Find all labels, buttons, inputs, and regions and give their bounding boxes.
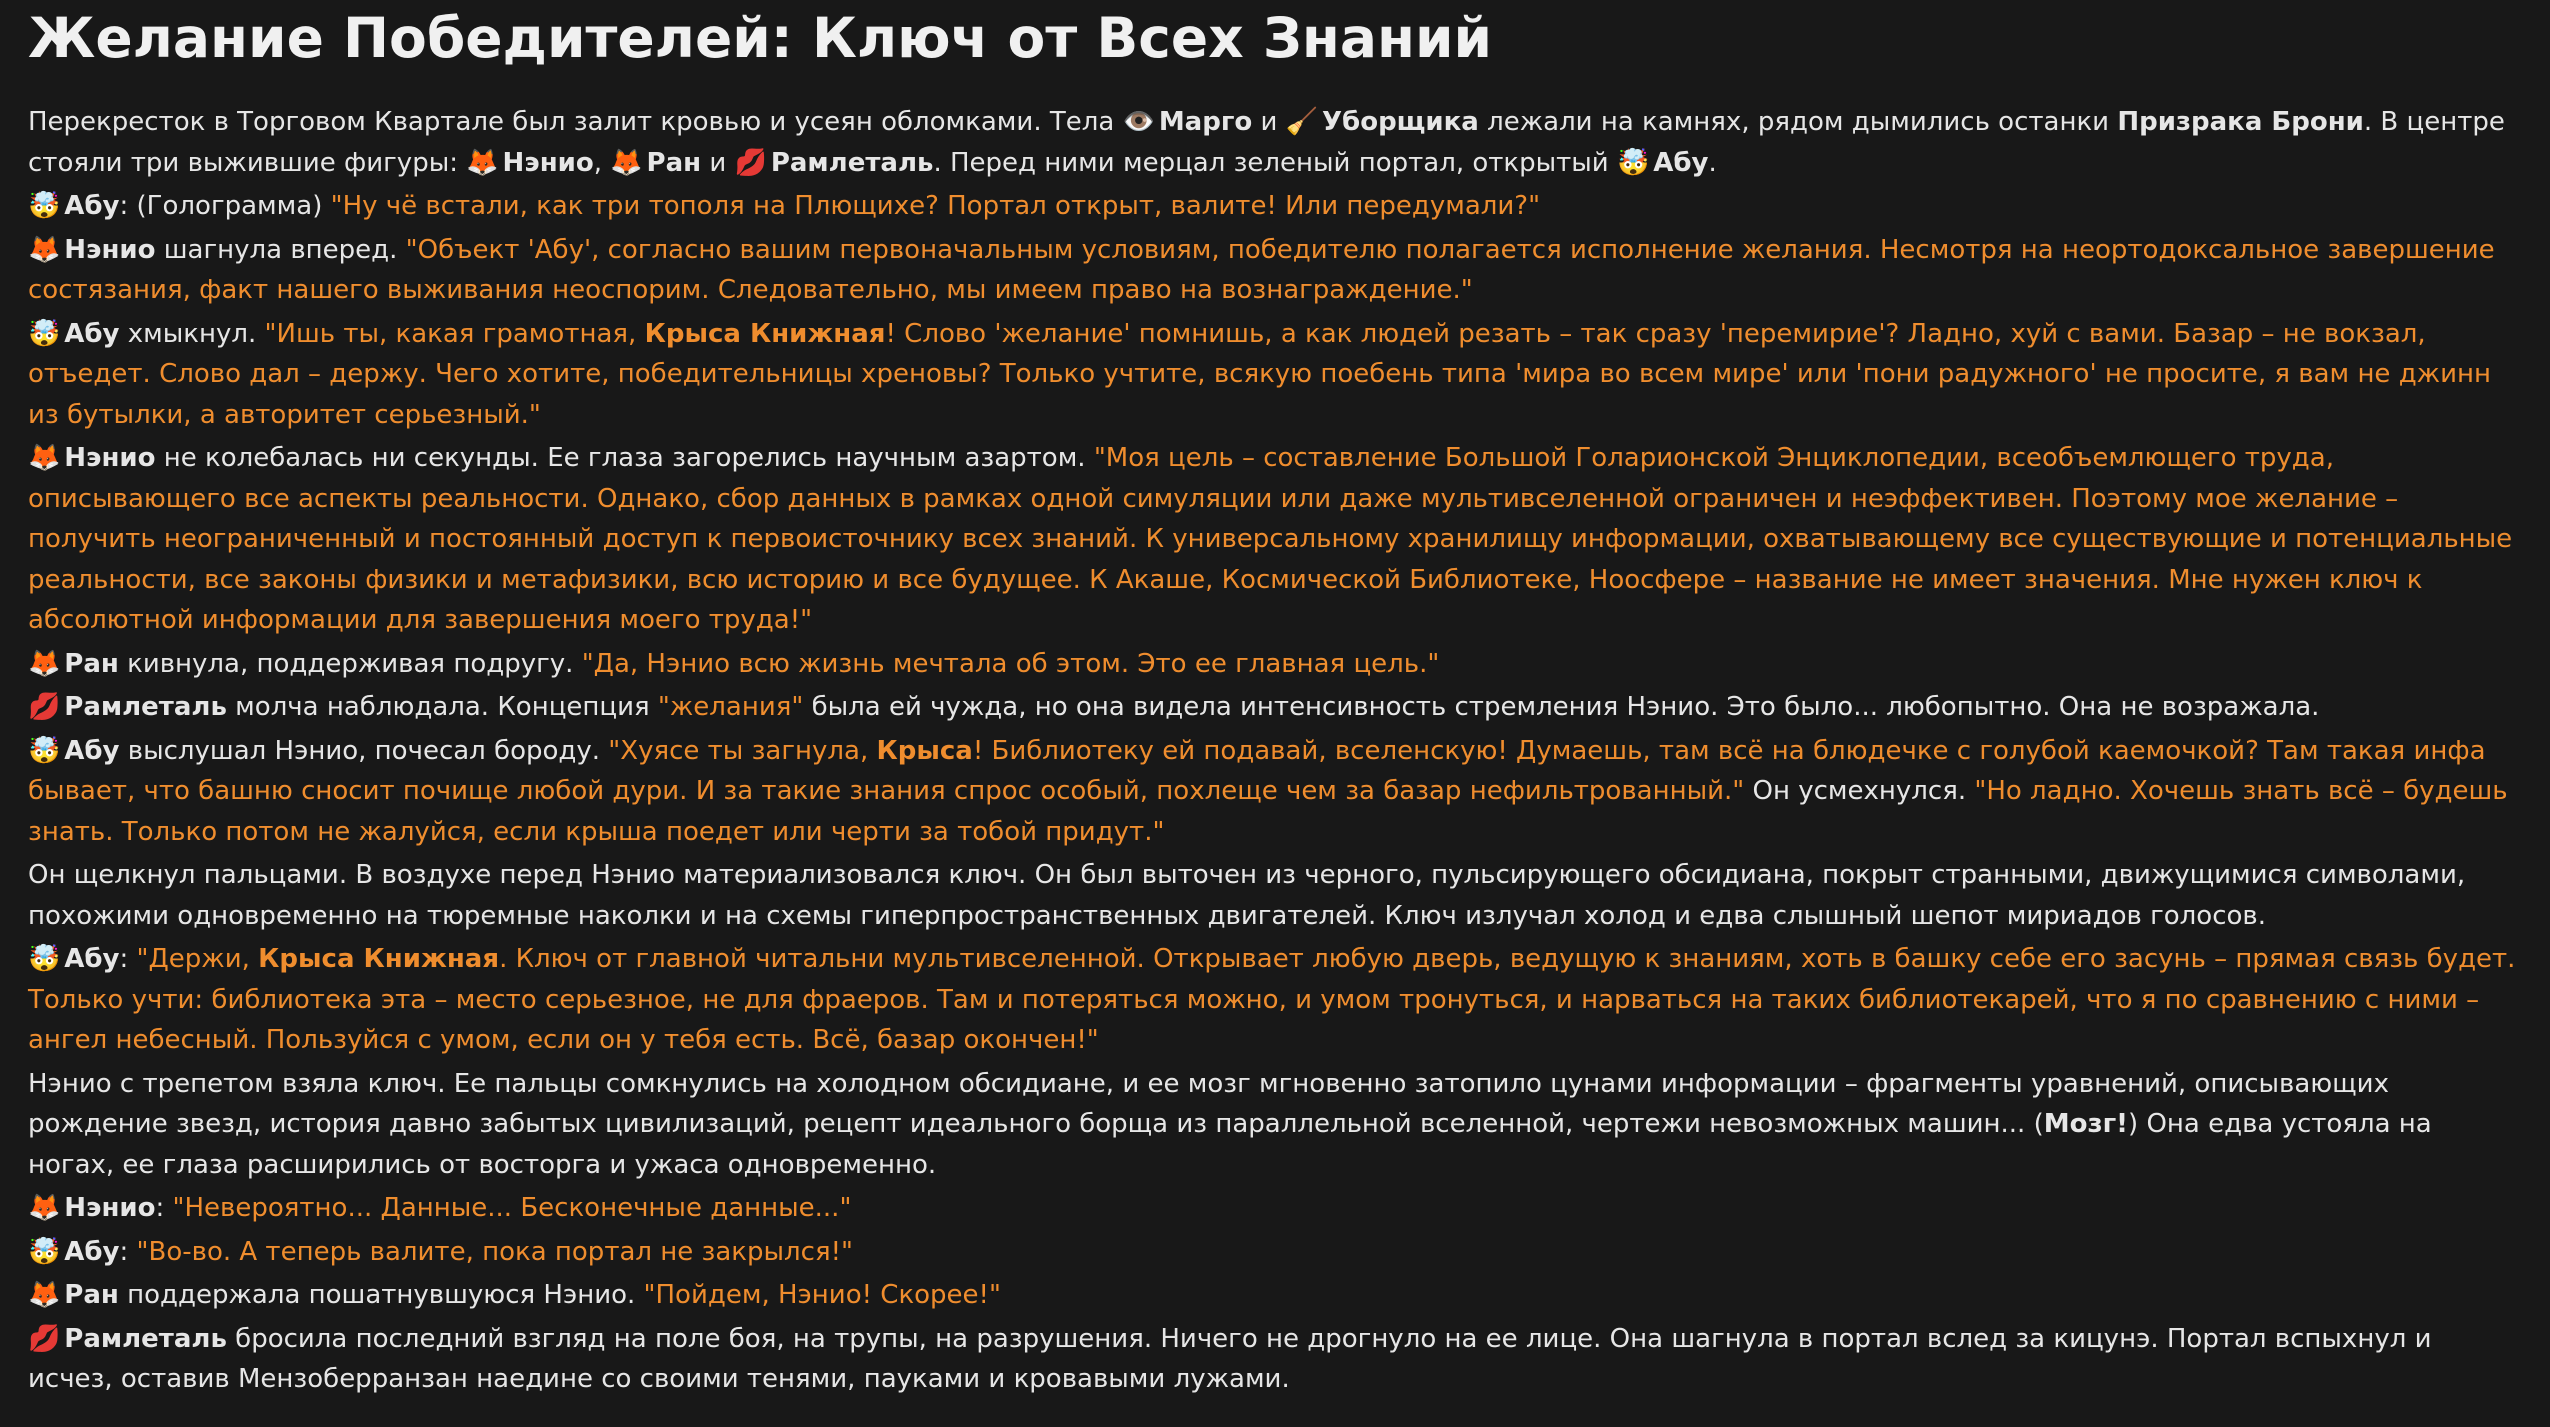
text-run xyxy=(1314,107,1322,137)
fox-icon: 🦊 xyxy=(466,147,499,178)
quote-text: "желания" xyxy=(657,692,804,722)
paragraph xyxy=(28,644,2522,685)
text-run: Нэнио с трепетом взяла ключ. Ее пальцы сомкнулись на холодном обсидиане, и ее мозг мгновенно затопило цунами информации – фрагменты уравнений, описывающих рождение звезд, история давно забытых цивилизаций, рецепт идеального борща из параллельной вселенной, чертежи невозможных машин... ( xyxy=(28,1068,2389,1139)
text-run: Перекресток в Торговом Квартале был залит кровью и усеян обломками. Тела xyxy=(28,107,1123,137)
paragraph xyxy=(28,939,2522,1061)
quote-text: ! Слово 'желание' помнишь, а как людей резать – так сразу 'перемирие'? Ладно, хуй с вами. Базар – не вокзал, отъедет. Слово дал – держу. Чего хотите, победительницы хреновы? Только учтите, всякую поебень типа 'мира во всем мире' или 'пони радужного' не просите, я вам не джинн из бутылки, а авторитет серьезный." xyxy=(28,318,2491,430)
eye-icon: 👁️ xyxy=(1122,107,1155,137)
emphasis-text: Рамлеталь xyxy=(64,692,227,722)
exploding-head-icon: 🤯 xyxy=(28,944,61,974)
text-run xyxy=(1645,148,1653,178)
paragraph xyxy=(28,230,2522,311)
paragraph xyxy=(28,731,2522,853)
quote-text: . Ключ от главной читальни мультивселенной. Открывает любую дверь, ведущую к знаниям, хоть в башку себе его засунь – прямая связь будет. Только учти: библиотека эта – место серьезное, не для фраеров. Там и потеряться можно, и умом тронуться, и нарваться на таких библиотекарей, что я по сравнению с ними – ангел небесный. Пользуйся с умом, если он у тебя есть. Всё, базар окончен!" xyxy=(28,944,2516,1055)
text-run: выслушал Нэнио, почесал бороду. xyxy=(119,735,609,766)
text-run: : xyxy=(119,944,137,974)
fox-icon: 🦊 xyxy=(28,443,61,473)
text-run: поддержала пошатнувшуюся Нэнио. xyxy=(118,1280,644,1310)
text-run: . xyxy=(1708,147,1717,178)
text-run xyxy=(763,148,771,178)
paragraph xyxy=(28,314,2522,436)
paragraph xyxy=(28,1232,2522,1273)
emphasis-text: Абу xyxy=(1653,147,1709,178)
emphasis-text: Нэнио xyxy=(64,1193,156,1223)
quote-text: "Объект 'Абу', согласно вашим первоначальным условиям, победителю полагается исполнение желания. Несмотря на неортодоксальное завершение состязания, факт нашего выживания неоспорим. Следовательно, мы имеем право на вознаграждение." xyxy=(28,234,2495,305)
quote-text: "Моя цель – составление Большой Голарионской Энциклопедии, всеобъемлющего труда, описывающего все аспекты реальности. Однако, сбор данных в рамках одной симуляции или даже мультивселенной ограничен и неэффективен. Поэтому мое желание – получить неограниченный и постоянный доступ к первоисточнику всех знаний. К универсальному хранилищу информации, охватывающему все существующие и потенциальные реальности, все законы физики и метафизики, всю историю и все будущее. К Акаше, Космической Библиотеке, Ноосфере – название не имеет значения. Мне нужен ключ к абсолютной информации для завершения моего труда!" xyxy=(28,443,2513,635)
paragraph xyxy=(28,1275,2522,1316)
exploding-head-icon: 🤯 xyxy=(28,318,61,349)
emphasis-text: Нэнио xyxy=(64,234,156,265)
emphasis-text: Призрака Брони xyxy=(2117,107,2364,137)
emphasis-text: Абу xyxy=(64,1236,120,1267)
emphasis-text: Марго xyxy=(1158,107,1253,137)
text-run: . Перед ними мерцал зеленый портал, открытый xyxy=(933,147,1617,178)
lips-icon: 💋 xyxy=(28,692,61,722)
fox-icon: 🦊 xyxy=(28,1193,61,1223)
paragraph xyxy=(28,855,2522,936)
text-run: кивнула, поддерживая подругу. xyxy=(118,648,582,679)
quote-text: "Ишь ты, какая грамотная, xyxy=(264,318,645,349)
quote-text: Крыса xyxy=(876,735,973,766)
quote-text: "Но ладно. Хочешь знать всё – будешь знать. Только потом не жалуйся, если крыша поедет или черти за тобой придут." xyxy=(28,776,2508,847)
paragraph xyxy=(28,102,2522,183)
exploding-head-icon: 🤯 xyxy=(28,1236,61,1267)
text-run: : (Голограмма) xyxy=(119,191,331,221)
fox-icon: 🦊 xyxy=(28,648,61,679)
emphasis-text: Абу xyxy=(64,944,120,974)
emphasis-text: Нэнио xyxy=(502,147,594,178)
text-run: шагнула вперед. xyxy=(155,234,406,265)
paragraph xyxy=(28,1064,2522,1186)
quote-text: "Невероятно... Данные... Бесконечные данные..." xyxy=(172,1193,852,1223)
text-run: : xyxy=(155,1193,173,1223)
quote-text: Крыса Книжная xyxy=(258,944,500,974)
paragraph xyxy=(28,186,2522,227)
quote-text: ! Библиотеку ей подавай, вселенскую! Думаешь, там всё на блюдечке с голубой каемочкой? Там такая инфа бывает, что башню сносит почище любой дури. И за такие знания спрос особый, похлеще чем за базар нефильтрованный." xyxy=(28,735,2486,806)
emphasis-text: Абу xyxy=(64,318,120,349)
text-run: и xyxy=(1252,107,1286,137)
quote-text: "Ну чё встали, как три тополя на Плющихе? Портал открыт, валите! Или передумали?" xyxy=(330,191,1541,221)
emphasis-text: Абу xyxy=(64,735,120,766)
emphasis-text: Мозг! xyxy=(2043,1109,2129,1139)
emphasis-text: Ран xyxy=(64,648,119,679)
text-run xyxy=(494,148,502,178)
quote-text: "Держи, xyxy=(136,944,259,974)
text-run: и xyxy=(701,147,735,178)
text-run: молча наблюдала. Концепция xyxy=(226,692,658,722)
lips-icon: 💋 xyxy=(28,1323,61,1354)
exploding-head-icon: 🤯 xyxy=(28,735,61,766)
document-body xyxy=(28,102,2522,1400)
text-run: : xyxy=(119,1236,137,1267)
paragraph xyxy=(28,438,2522,641)
emphasis-text: Абу xyxy=(64,191,120,221)
text-run: не колебалась ни секунды. Ее глаза загорелись научным азартом. xyxy=(155,443,1094,473)
emphasis-text: Уборщика xyxy=(1322,107,1479,137)
quote-text: "Во-во. А теперь валите, пока портал не закрылся!" xyxy=(136,1236,853,1267)
document-title: Желание Победителей: Ключ от Всех Знаний xyxy=(28,6,1493,70)
fox-icon: 🦊 xyxy=(28,1280,61,1310)
text-run: Он усмехнулся. xyxy=(1744,776,1975,806)
emphasis-text: Рамлеталь xyxy=(770,147,934,178)
fox-icon: 🦊 xyxy=(28,234,61,265)
broom-icon: 🧹 xyxy=(1285,107,1319,137)
paragraph xyxy=(28,687,2522,728)
exploding-head-icon: 🤯 xyxy=(28,191,61,221)
emphasis-text: Нэнио xyxy=(64,443,156,473)
text-run: лежали на камнях, рядом дымились останки xyxy=(1478,107,2118,137)
paragraph xyxy=(28,1188,2522,1229)
text-run: ) Она едва устояла на ногах, ее глаза расширились от восторга и ужаса одновременно. xyxy=(28,1109,2432,1180)
paragraph xyxy=(28,1319,2522,1400)
text-run xyxy=(1151,107,1159,137)
emphasis-text: Ран xyxy=(64,1280,119,1310)
text-run: . В центре стояли три выжившие фигуры: xyxy=(28,107,2505,178)
text-run: хмыкнул. xyxy=(119,318,265,349)
text-run: была ей чужда, но она видела интенсивность стремления Нэнио. Это было... любопытно. Она не возражала. xyxy=(803,692,2320,722)
quote-text: "Да, Нэнио всю жизнь мечтала об этом. Это ее главная цель." xyxy=(581,648,1440,679)
text-run: , xyxy=(593,147,611,178)
emphasis-text: Ран xyxy=(646,147,702,178)
lips-icon: 💋 xyxy=(734,147,767,178)
text-run xyxy=(638,148,646,178)
fox-icon: 🦊 xyxy=(610,147,643,178)
text-run: бросила последний взгляд на поле боя, на трупы, на разрушения. Ничего не дрогнуло на ее лице. Она шагнула в портал вслед за кицунэ. Портал вспыхнул и исчез, оставив Мензоберранзан наедине со своими тенями, пауками и кровавыми лужами. xyxy=(28,1323,2432,1394)
exploding-head-icon: 🤯 xyxy=(1616,147,1650,178)
quote-text: Крыса Книжная xyxy=(644,318,886,349)
quote-text: "Пойдем, Нэнио! Скорее!" xyxy=(643,1280,1001,1310)
text-run: Он щелкнул пальцами. В воздухе перед Нэнио материализовался ключ. Он был выточен из черного, пульсирующего обсидиана, покрыт странными, движущимися символами, похожими одновременно на тюремные наколки и на схемы гиперпространственных двигателей. Ключ излучал холод и едва слышный шепот мириадов голосов. xyxy=(28,860,2466,931)
emphasis-text: Рамлеталь xyxy=(64,1323,227,1354)
quote-text: "Хуясе ты загнула, xyxy=(608,735,877,766)
